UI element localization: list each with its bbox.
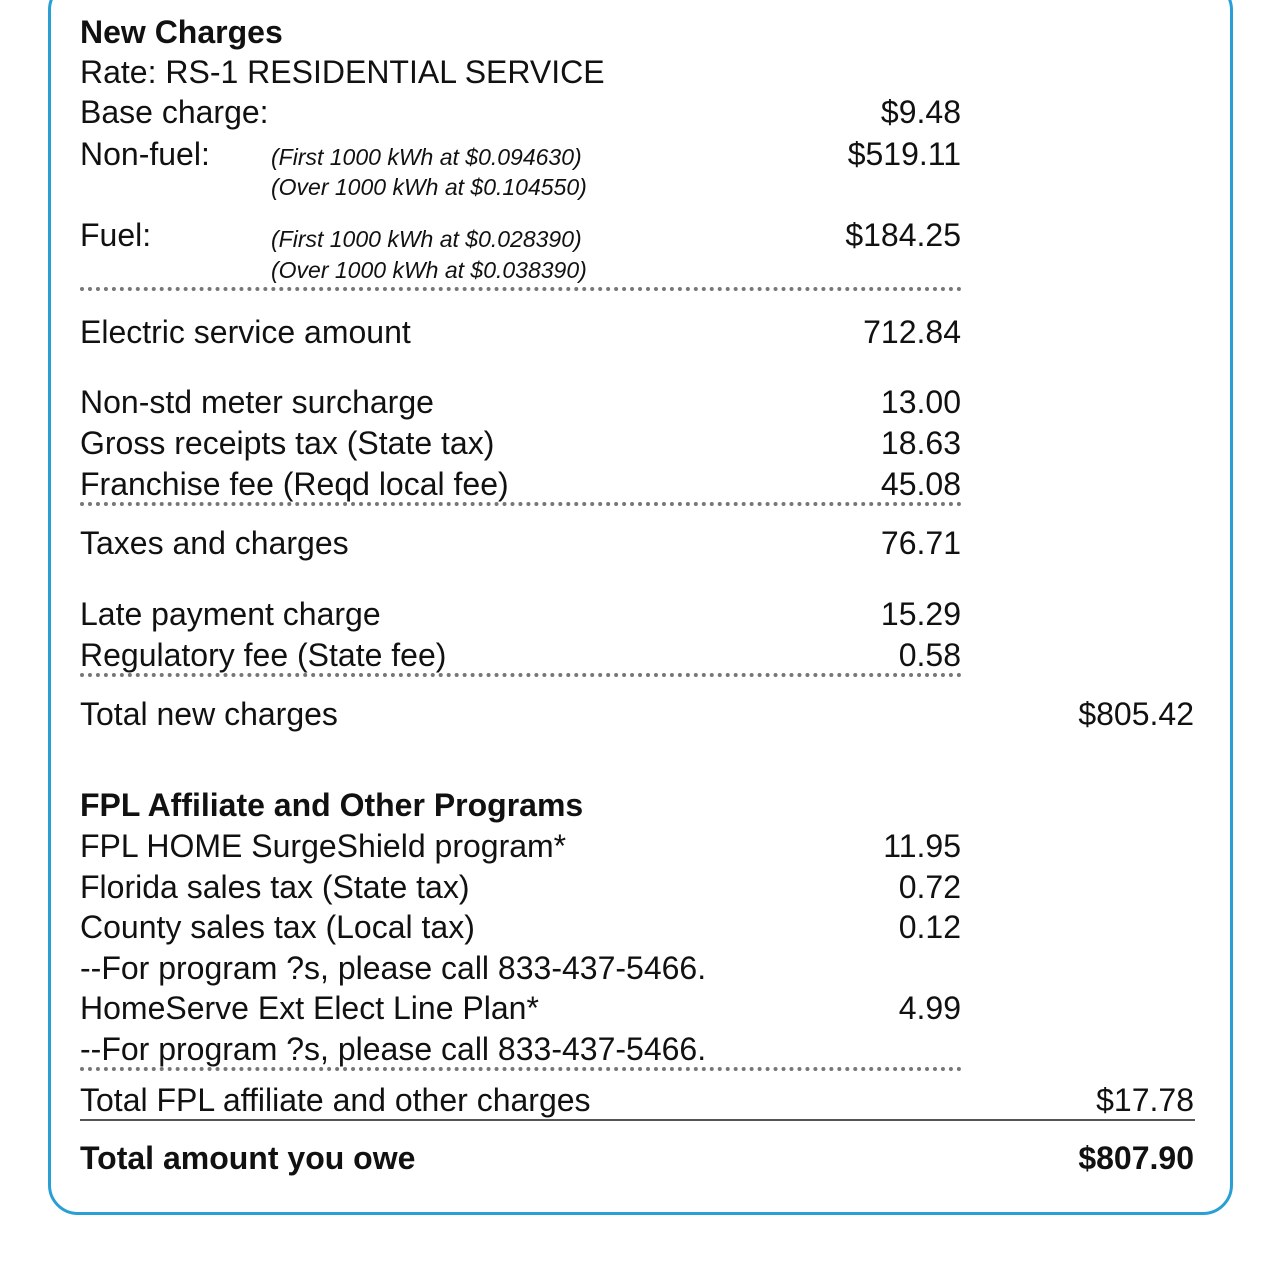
- affiliate-total-amount: $17.78: [1096, 1082, 1194, 1118]
- dotted-divider: [80, 502, 962, 506]
- surcharge-label: Gross receipts tax (State tax): [80, 425, 495, 461]
- affiliate-item-amount: 0.72: [898, 869, 961, 905]
- affiliate-program-note: --For program ?s, please call 833-437-5466.: [80, 950, 707, 986]
- total-new-charges-amount: $805.42: [1078, 696, 1194, 732]
- fee-amount: 15.29: [880, 596, 961, 632]
- taxes-and-charges-amount: 76.71: [880, 525, 961, 561]
- affiliate-item-amount: 0.12: [898, 909, 961, 945]
- fee-label: Regulatory fee (State fee): [80, 637, 447, 673]
- affiliate-total-label: Total FPL affiliate and other charges: [80, 1082, 591, 1118]
- dotted-divider: [80, 673, 962, 677]
- non-fuel-note-over: (Over 1000 kWh at $0.104550): [271, 174, 587, 200]
- total-owed-amount: $807.90: [1078, 1140, 1194, 1176]
- total-new-charges-label: Total new charges: [80, 696, 338, 732]
- non-fuel-note-first: (First 1000 kWh at $0.094630): [271, 144, 582, 170]
- taxes-and-charges-label: Taxes and charges: [80, 525, 349, 561]
- fuel-note-first: (First 1000 kWh at $0.028390): [271, 226, 582, 252]
- affiliate-item-amount: 11.95: [883, 828, 961, 864]
- surcharge-amount: 18.63: [880, 425, 961, 461]
- surcharge-label: Franchise fee (Reqd local fee): [80, 466, 509, 502]
- electric-service-label: Electric service amount: [80, 314, 411, 350]
- base-charge-label: Base charge:: [80, 94, 269, 130]
- affiliate-item-label: Florida sales tax (State tax): [80, 869, 470, 905]
- new-charges-heading: New Charges: [80, 14, 283, 50]
- dotted-divider: [80, 287, 962, 291]
- affiliate-item-amount: 4.99: [898, 990, 961, 1026]
- fee-amount: 0.58: [898, 637, 961, 673]
- rate-line: Rate: RS-1 RESIDENTIAL SERVICE: [80, 54, 605, 90]
- surcharge-amount: 13.00: [880, 384, 961, 420]
- fee-label: Late payment charge: [80, 596, 381, 632]
- affiliate-heading: FPL Affiliate and Other Programs: [80, 787, 584, 823]
- affiliate-program-note: --For program ?s, please call 833-437-5466.: [80, 1031, 707, 1067]
- surcharge-label: Non-std meter surcharge: [80, 384, 434, 420]
- base-charge-amount: $9.48: [880, 94, 961, 130]
- total-owed-label: Total amount you owe: [80, 1140, 416, 1176]
- fuel-amount: $184.25: [845, 217, 961, 253]
- electric-service-amount: 712.84: [863, 314, 961, 350]
- fuel-label: Fuel:: [80, 217, 152, 253]
- fuel-note-over: (Over 1000 kWh at $0.038390): [271, 257, 587, 283]
- non-fuel-amount: $519.11: [847, 136, 961, 172]
- dotted-divider: [80, 1067, 962, 1071]
- affiliate-item-label: HomeServe Ext Elect Line Plan*: [80, 990, 539, 1026]
- affiliate-item-label: County sales tax (Local tax): [80, 909, 475, 945]
- non-fuel-label: Non-fuel:: [80, 136, 210, 172]
- surcharge-amount: 45.08: [880, 466, 961, 502]
- total-divider-line: [80, 1119, 1195, 1121]
- affiliate-item-label: FPL HOME SurgeShield program*: [80, 828, 567, 864]
